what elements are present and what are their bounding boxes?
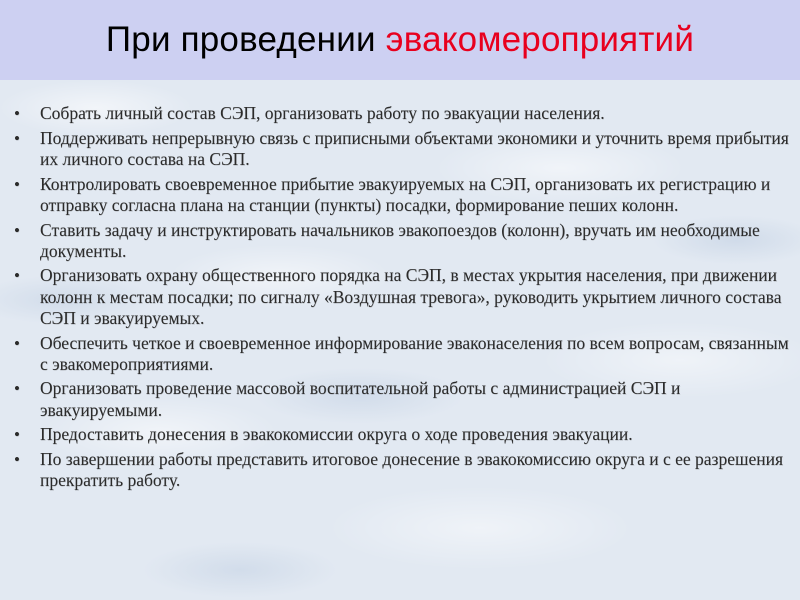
list-item-text: Предоставить донесения в эвакокомиссии округа о ходе проведения эвакуации.: [40, 424, 633, 445]
list-item-text: Контролировать своевременное прибытие эвакуируемых на СЭП, организовать их регистрацию и отправку согласна плана на станции (пункты) посадки, формирование пеших колонн.: [40, 173, 771, 215]
bullet-icon: •: [14, 450, 20, 470]
bullet-icon: •: [14, 128, 20, 148]
bullet-icon: •: [14, 425, 20, 445]
list-item: [8, 449, 792, 491]
title-band: [0, 0, 800, 80]
bullet-icon: •: [14, 104, 20, 123]
slide-title: [106, 20, 694, 60]
list-item-text: Организовать проведение массовой воспитательной работы с администрацией СЭП и эвакуируемыми.: [40, 378, 681, 420]
list-item: [8, 174, 792, 216]
list-item-text: Обеспечить четкое и своевременное информирование эваконаселения по всем вопросам, связанным с эвакомероприятиями.: [40, 332, 789, 374]
list-item: [8, 220, 792, 262]
list-item-text: Собрать личный состав СЭП, организовать работу по эвакуации населения.: [40, 103, 605, 123]
bullet-icon: •: [14, 220, 20, 240]
slide-body: [8, 103, 792, 495]
bullet-icon: •: [14, 333, 20, 353]
list-item: [8, 265, 792, 329]
list-item: [8, 103, 792, 124]
list-item-text: Организовать охрану общественного порядка на СЭП, в местах укрытия населения, при движении колонн к местам посадки; по сигналу «Воздушная тревога», руководить укрытием личного состава СЭП и эвакуируемых.: [40, 265, 782, 328]
list-item: [8, 128, 792, 170]
bullet-icon: •: [14, 379, 20, 399]
bullet-icon: •: [14, 174, 20, 194]
slide-title-prefix: При проведении: [105, 20, 376, 59]
list-item: [8, 333, 792, 375]
slide-title-accent: эвакомероприятий: [385, 20, 695, 59]
list-item-text: По завершении работы представить итоговое донесение в эвакокомиссию округа и с ее разрешения прекратить работу.: [40, 449, 783, 491]
bullet-list: [8, 103, 792, 491]
list-item-text: Ставить задачу и инструктировать начальников эвакопоездов (колонн), вручать им необходимые документы.: [40, 219, 760, 261]
bullet-icon: •: [14, 266, 20, 286]
list-item: [8, 424, 792, 445]
list-item: [8, 378, 792, 420]
list-item-text: Поддерживать непрерывную связь с приписными объектами экономики и уточнить время прибытия их личного состава на СЭП.: [40, 127, 789, 169]
